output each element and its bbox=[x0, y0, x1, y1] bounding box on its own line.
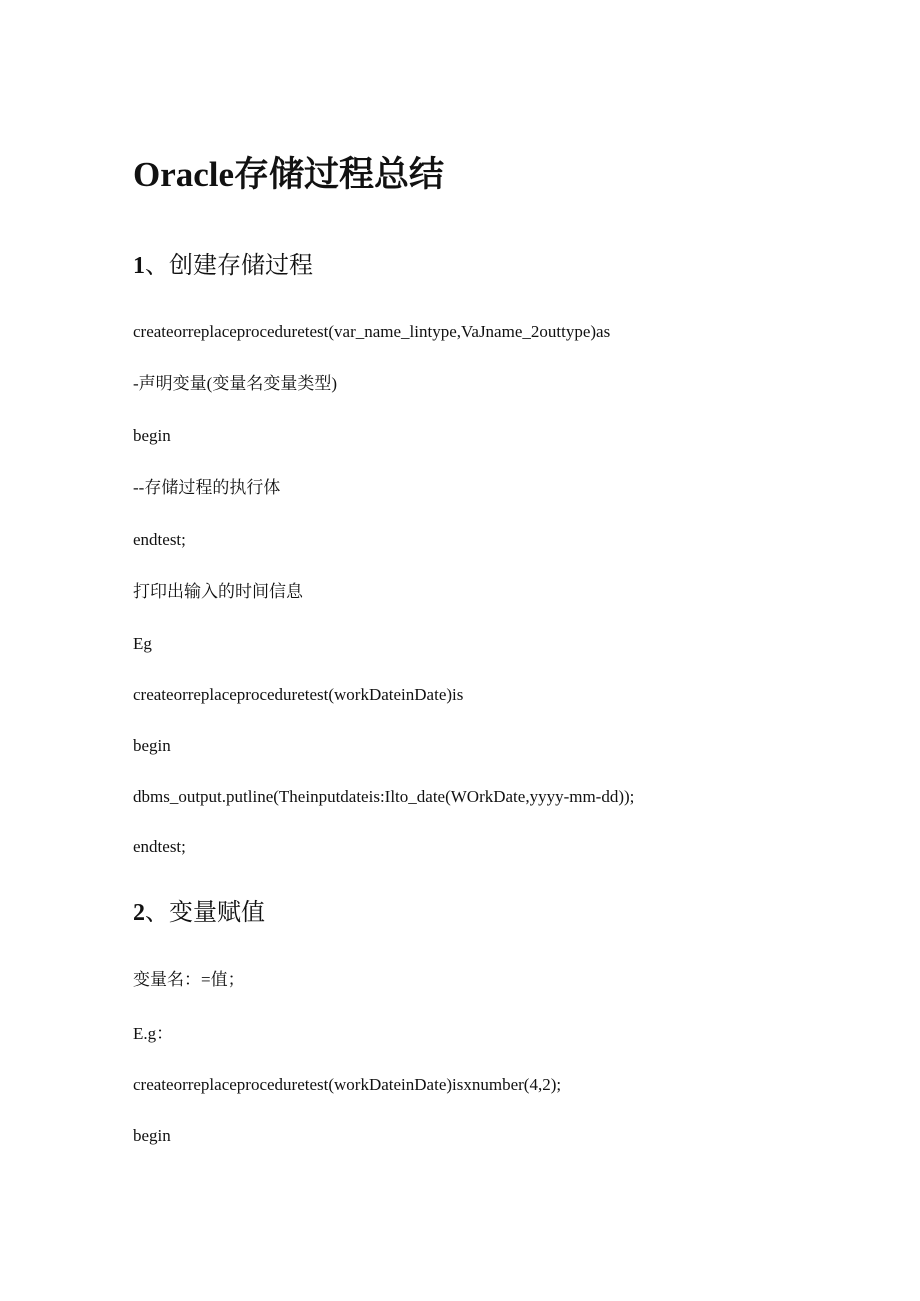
text-line: E.g： bbox=[133, 1024, 174, 1043]
section-number: 2 bbox=[133, 900, 145, 926]
code-line: endtest; bbox=[133, 530, 186, 549]
text-line: Eg bbox=[133, 634, 152, 653]
code-line: createorreplaceproceduretest(var_name_lintype,VaJname_2outtype)as bbox=[133, 322, 611, 341]
text-line: 变量名：=值； bbox=[133, 970, 245, 989]
section-number: 1 bbox=[133, 253, 145, 279]
section-heading-2 bbox=[133, 897, 265, 929]
section-heading-text: 、变量赋值 bbox=[145, 900, 265, 926]
comment-line: -声明变量(变量名变量类型) bbox=[133, 374, 337, 393]
document-title: Oracle存储过程总结 bbox=[133, 155, 445, 194]
code-line: begin bbox=[133, 736, 171, 755]
code-line: endtest; bbox=[133, 837, 186, 856]
code-line: begin bbox=[133, 426, 171, 445]
code-line: dbms_output.putline(Theinputdateis:Ilto_date(WOrkDate,yyyy-mm-dd)); bbox=[133, 787, 635, 806]
code-line: createorreplaceproceduretest(workDateinDate)is bbox=[133, 685, 464, 704]
section-heading-text: 、创建存储过程 bbox=[145, 253, 313, 279]
code-line: begin bbox=[133, 1126, 171, 1145]
comment-line: --存储过程的执行体 bbox=[133, 478, 281, 497]
text-line: 打印出输入的时间信息 bbox=[133, 582, 303, 601]
section-heading-1 bbox=[133, 250, 313, 282]
code-line: createorreplaceproceduretest(workDateinDate)isxnumber(4,2); bbox=[133, 1075, 562, 1094]
